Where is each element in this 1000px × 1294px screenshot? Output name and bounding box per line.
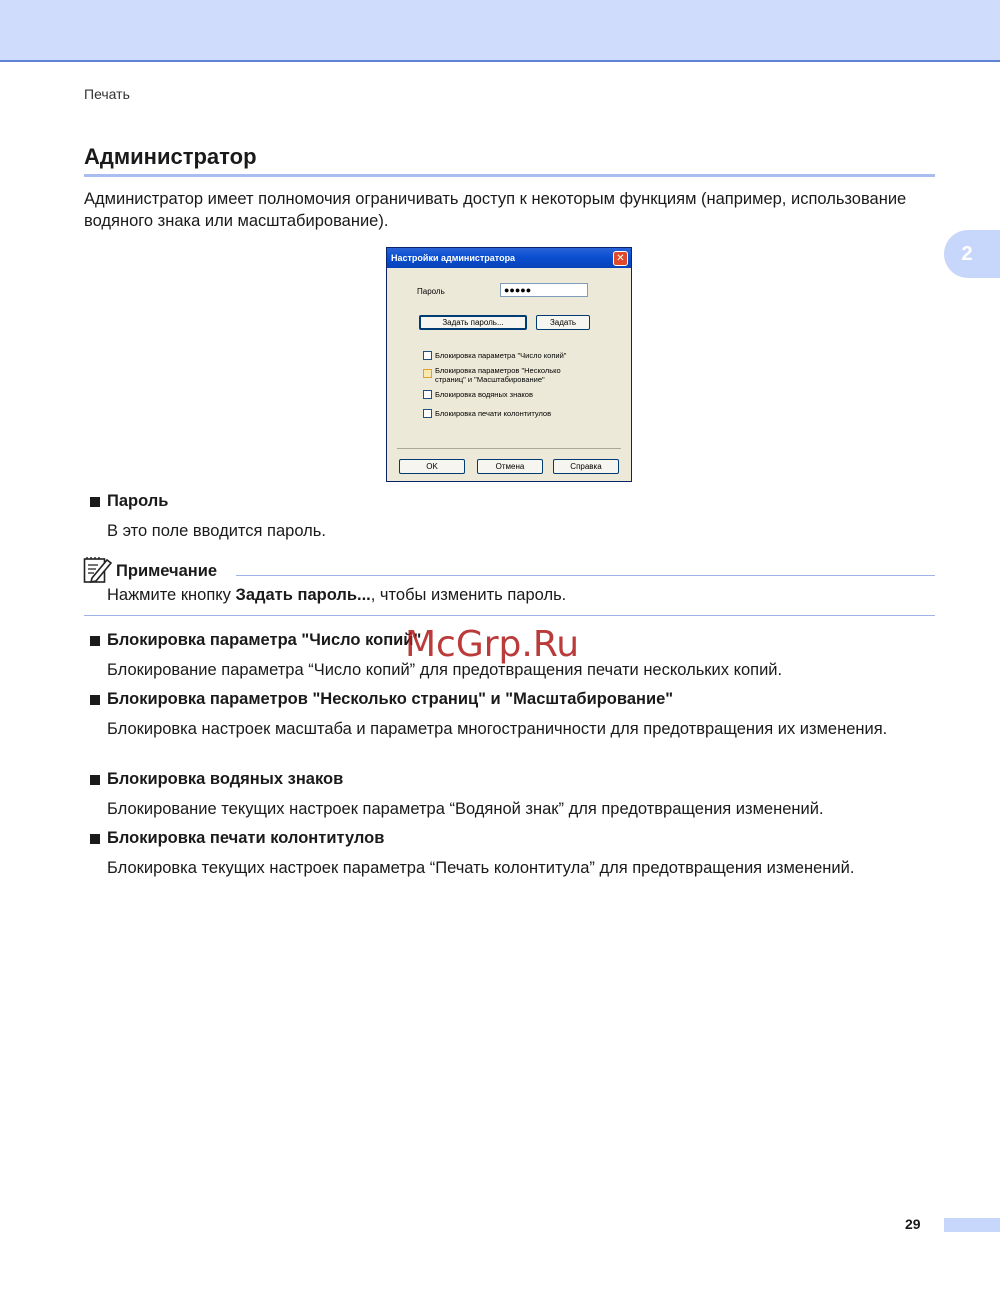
checkbox-label: Блокировка параметров "Несколько страниц" и "Масштабирование" [435,366,561,384]
checkbox-box[interactable] [423,351,432,360]
title-rule [84,174,935,177]
item-heading-text: Блокировка водяных знаков [107,770,344,788]
watermark-text: McGrp.Ru [405,624,580,665]
admin-settings-dialog [386,247,632,482]
note-text-before: Нажмите кнопку [107,586,236,604]
note-text-after: , чтобы изменить пароль. [370,586,567,604]
bullet-icon [90,695,100,705]
password-label: Пароль [417,287,445,296]
note-text [107,585,935,606]
lock-header-footer-checkbox[interactable] [423,409,551,418]
dialog-body [387,268,631,481]
close-icon[interactable]: ✕ [613,251,628,266]
dialog-title: Настройки администратора [391,253,516,263]
running-header: Печать [84,86,130,102]
intro-paragraph: Администратор имеет полномочия ограничивать доступ к некоторым функциям (например, использование водяного знака или масштабирование). [84,190,907,230]
note-title: Примечание [116,562,218,580]
bullet-icon [90,775,100,785]
lock-copies-checkbox[interactable] [423,351,566,360]
bullet-icon [90,497,100,507]
checkbox-box[interactable] [423,409,432,418]
item-text-password: В это поле вводится пароль. [107,522,326,540]
checkbox-box[interactable] [423,390,432,399]
section-title: Администратор [84,144,257,169]
lock-watermark-checkbox[interactable] [423,390,533,399]
dialog-separator [397,448,621,449]
cancel-button[interactable]: Отмена [477,459,543,474]
chapter-number: 2 [961,243,973,265]
lock-multipage-scaling-checkbox[interactable] [423,366,583,384]
checkbox-label: Блокировка параметра "Число копий" [435,351,567,360]
item-heading-text: Блокировка печати колонтитулов [107,829,385,847]
note-rule-bottom [84,615,935,616]
note-text-bold: Задать пароль... [235,586,371,604]
item-heading-text: Блокировка параметров "Несколько страниц" и "Масштабирование" [107,690,674,708]
top-band [0,0,1000,62]
checkbox-label: Блокировка печати колонтитулов [435,409,552,418]
item-heading-text: Блокировка параметра "Число копий" [107,631,422,649]
password-field[interactable]: ●●●●● [500,283,588,297]
item-text-lock-copies: Блокирование параметра “Число копий” для предотвращения печати нескольких копий. [107,661,783,679]
note-rule-top [236,575,935,576]
page-number: 29 [905,1216,921,1232]
bullet-icon [90,834,100,844]
item-heading-lock-multipage [90,690,673,709]
item-text-lock-watermark: Блокирование текущих настроек параметра “Водяной знак” для предотвращения изменений. [107,800,824,818]
checkbox-label: Блокировка водяных знаков [435,390,533,399]
chapter-tab [944,230,1000,278]
item-heading-text: Пароль [107,492,169,510]
item-heading-lock-copies [90,631,421,650]
page-number-bar [944,1218,1000,1232]
ok-button[interactable]: OK [399,459,465,474]
note-pencil-icon [83,556,113,584]
item-heading-password [90,492,168,511]
checkbox-box[interactable] [423,369,432,378]
dialog-titlebar [387,248,631,268]
help-button[interactable]: Справка [553,459,619,474]
item-text-lock-multipage: Блокировка настроек масштаба и параметра многостраничности для предотвращения их изменения. [107,720,888,738]
set-password-button[interactable]: Задать пароль... [419,315,527,330]
bullet-icon [90,636,100,646]
item-text-lock-header-footer: Блокировка текущих настроек параметра “Печать колонтитула” для предотвращения изменений. [107,859,855,877]
item-heading-lock-header-footer [90,829,384,848]
set-button[interactable]: Задать [536,315,590,330]
item-heading-lock-watermark [90,770,343,789]
